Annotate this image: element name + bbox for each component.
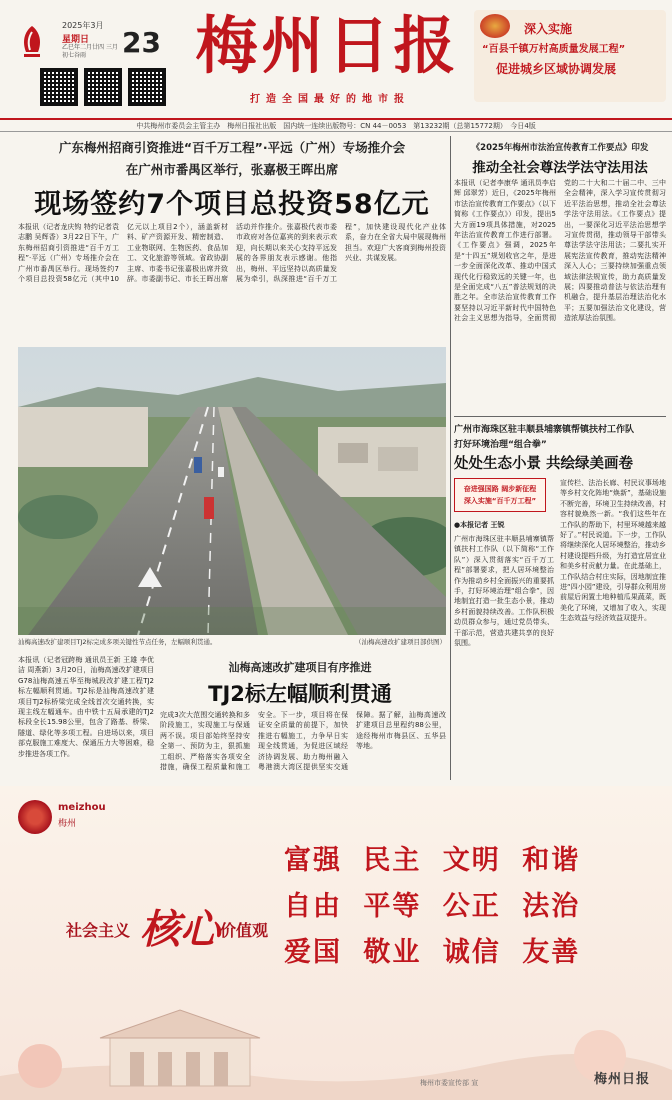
photo-caption-text: 汕梅高速改扩建项目TJ2标完成多项关键性节点任务，左幅顺利贯通。 — [18, 638, 217, 646]
banner-values-label: 价值观 — [220, 921, 269, 940]
core-values-row: 富强 民主 文明 和谐 — [284, 845, 581, 876]
banner-footer: 梅州市委宣传部 宣 — [420, 1079, 479, 1087]
qr-code-icon[interactable] — [40, 68, 78, 106]
lead-headline: 现场签约7个项目总投资58亿元 — [34, 189, 430, 220]
badge-line-2: 深入实施“百千万工程” — [463, 497, 537, 505]
photo-credit: （汕梅高速改扩建项目部供图） — [355, 638, 446, 646]
column-divider — [450, 136, 451, 780]
lead-body: 本报讯（记者龙庆钩 特约记者袁志鹏 吴辉香）3月22日下午，广东梅州招商引资推进“百千万工程”·平远（广州）专场推介会在广州市番禺区举行。现场签约7个项目总投资58亿元（其中10亿元以上项目2个），涵盖新材料、矿产资源开发、精密制造、工业物联网、生物医药、食品加工、文化旅游等领域。省政协副主席、市委书记张嘉极出席并致辞。市委副书记、市长王晖出席活动并作推介。张嘉极代表市委市政府对各位嘉宾的到来表示欢迎，向长期以来关心支持平远发展的各界朋友表示感谢。他指出，梅州、平远坚持以高质量发展为牵引，纵深推进“百千万工程”，加快建设现代化产业体系，奋力在全省大局中展现梅州担当。欢迎广大客商到梅州投资兴业、共谋发展。 — [18, 223, 446, 284]
weekday: 星期日 — [62, 35, 90, 45]
masthead-slogan: 打造全国最好的地市报 — [250, 94, 410, 105]
core-values-row: 爱国 敬业 诚信 友善 — [284, 937, 581, 968]
promo-line-3: 促进城乡区域协调发展 — [496, 62, 617, 76]
day-number: 23 — [122, 26, 161, 59]
story2-headline: TJ2标左幅顺利贯通 — [208, 682, 392, 706]
story2-body-left: 本报讯（记者冠跨梅 通讯员王新 王雄 李优洁 周燕新）3月20日，汕梅高速改扩建项目G78汕梅高速五华至梅城段改扩建工程TJ2标左幅顺利贯通。TJ2标是汕梅高速改扩建项目TJ2标桥梁完成全线首次交通转换，实现主线左幅通车。由中铁十五局承建的TJ2标段全长15.98公里，包含了路基、桥梁、隧道、绿化等多项工程。自进场以来，项目部克服施工难度大、保通压力大等困难，稳步推进各项工作。 — [18, 656, 154, 758]
qr-code-row — [40, 68, 175, 108]
masthead — [0, 0, 672, 130]
building-illustration — [0, 996, 672, 1100]
section-divider — [454, 416, 666, 417]
qr-code-icon[interactable] — [84, 68, 122, 106]
right-top-kicker: 《2025年梅州市法治宣传教育工作要点》印发 — [471, 143, 649, 153]
promo-line-2: “百县千镇万村高质量发展工程” — [482, 44, 626, 55]
story3-kicker-2: 打好环境治理“组合拳” — [454, 440, 547, 450]
meizhou-logo-icon — [18, 800, 52, 834]
lunar-date: 乙巳年二月廿四 三月初七谷雨 — [62, 44, 118, 59]
watermark-logo: 梅州日报 — [594, 1072, 651, 1087]
core-values-row: 自由 平等 公正 法治 — [284, 891, 581, 922]
core-values-banner — [0, 786, 672, 1100]
promo-box — [474, 10, 666, 102]
story3-body-right: 宣传栏、法治长廊、村民议事场地等乡村文化阵地“焕新”，基础设施不断完善，环境卫生持续改善，村容村貌焕然一新。“我们这些年在工作队的帮助下，村里环境越来越好了。”村民说道。下一步，工作队将继续深化人居环境整治，推动乡村建设提档升级，为打造宜居宜业和美乡村贡献力量。在此基础上，工作队结合村庄实际，因地制宜推进“四小园”建设，引导群众利用房前屋后闲置土地种植瓜果蔬菜，既美化了环境，又增加了收入，实现生态效益与经济效益双提升。 — [560, 479, 666, 623]
column-badge — [454, 478, 546, 512]
story2-body-right: 完成3次大范围交通转换和多阶段施工，实现施工与保通两不误。项目部始终坚持安全第一、预防为主，狠抓施工组织、严格落实各项安全措施，确保工程质量和施工安全。下一步，项目将在保证安全质量的前提下，加快推进右幅施工，力争早日实现全线贯通，为促进区域经济协调发展、助力梅州融入粤港澳大湾区提供坚实交通保障。据了解，汕梅高速改扩建项目总里程约88公里，途经梅州市梅县区、五华县等地。 — [160, 711, 446, 772]
banner-brand: meizhou — [58, 802, 106, 813]
newspaper-emblem-icon — [18, 22, 46, 62]
story3-kicker: 广州市海珠区驻丰顺县埔寨镇帮镇扶村工作队 — [454, 425, 635, 435]
masthead-title: 梅州日报 — [195, 9, 460, 82]
photo-caption — [18, 637, 446, 646]
imprint-line: 中共梅州市委员会主管主办 梅州日报社出版 国内统一连续出版物号：CN 44－0053 第13232期（总第15772期） 今日4版 — [0, 118, 672, 132]
right-top-body: 本报讯（记者李康华 通讯员李启辉 邱翠芳）近日，《2025年梅州市法治宣传教育工作要点》（以下简称《工作要点》）印发，提出5大方面19项具体措施，对2025年法治宣传教育工作进行部署。《工作要点》强调，2025年是“十四五”规划收官之年，是进一步全面深化改革、推动中国式现代化行稳致远的关键一年，也是全面完成“八五”普法规划的决胜之年。全市法治宣传教育工作要坚持以习近平新时代中国特色社会主义思想为指导，全面贯彻党的二十大和二十届二中、三中全会精神，深入学习宣传贯彻习近平法治思想，推动全社会尊法学法守法用法。《工作要点》提出，一要深化习近平法治思想学习宣传贯彻，推动领导干部带头尊法学法守法用法；二要扎实开展宪法宣传教育，推动宪法精神深入人心；三要持续加强重点领域法律法规宣传，助力高质量发展；四要推动普法与依法治理有机融合，提升基层治理法治化水平；五要加强法治文化建设，营造浓厚法治氛围。 — [454, 179, 666, 323]
lead-kicker: 广东梅州招商引资推进“百千万工程”·平远（广州）专场推介会 — [58, 140, 406, 155]
story2-kicker: 汕梅高速改扩建项目有序推进 — [228, 661, 372, 674]
banner-brand-cn: 梅州 — [58, 819, 77, 829]
story3-body-left: 广州市海珠区驻丰顺县埔寨镇帮镇扶村工作队（以下简称“工作队”）深入贯彻落实“百千万工程”部署要求，把人居环境整治作为推动乡村全面振兴的重要抓手，打好环境治理“组合拳”，因地制宜打造一批生态小景，推动乡村面貌持续改善。工作队积极动员群众参与，通过党员带头、干部示范，营造共建共享的良好氛围。 — [454, 535, 554, 648]
party-emblem-icon — [480, 14, 510, 38]
story3-headline: 处处生态小景 共绘绿美画卷 — [454, 456, 634, 472]
banner-socialism: 社会主义 — [66, 921, 131, 940]
promo-line-1: 深入实施 — [524, 22, 573, 36]
highway-photo — [18, 347, 446, 635]
right-top-headline: 推动全社会尊法学法守法用法 — [472, 160, 648, 176]
date-block — [50, 18, 170, 68]
banner-core: 核心 — [140, 906, 220, 953]
lead-kicker-2: 在广州市番禺区举行，张嘉极王晖出席 — [125, 162, 339, 177]
core-values-list — [284, 838, 614, 976]
year-month: 2025年3月 — [62, 21, 104, 30]
story3-byline: ●本报记者 王锐 — [454, 521, 505, 529]
qr-code-icon[interactable] — [128, 68, 166, 106]
badge-line-1: 奋进强国路 阔步新征程 — [463, 485, 537, 493]
